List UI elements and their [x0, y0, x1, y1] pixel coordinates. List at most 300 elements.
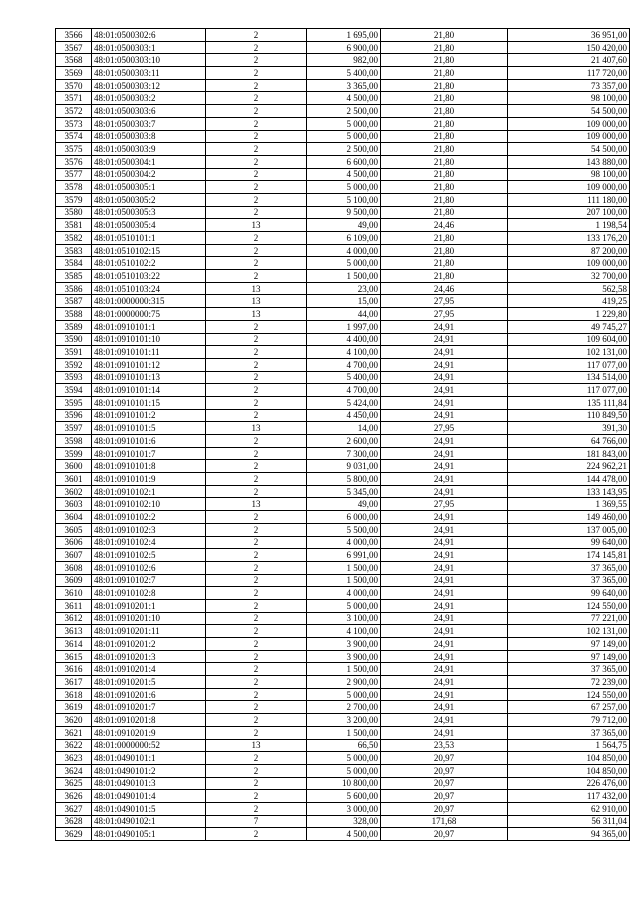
- table-row: [56, 270, 630, 283]
- category-code-cell: 2: [206, 701, 307, 714]
- category-code-cell: 2: [206, 638, 307, 651]
- row-number-cell: 3604: [56, 511, 92, 524]
- row-number-cell: 3567: [56, 41, 92, 54]
- cadastral-value-cell: 174 145,81: [508, 549, 630, 562]
- specific-value-cell: 21,80: [381, 67, 508, 80]
- cadastral-number-cell: 48:01:0500304:1: [92, 155, 206, 168]
- category-code-cell: 2: [206, 155, 307, 168]
- cadastral-value-cell: 54 500,00: [508, 105, 630, 118]
- category-code-cell: 2: [206, 752, 307, 765]
- row-number-cell: 3572: [56, 105, 92, 118]
- specific-value-cell: 20,97: [381, 777, 508, 790]
- category-code-cell: 13: [206, 422, 307, 435]
- cadastral-number-cell: 48:01:0910101:9: [92, 473, 206, 486]
- row-number-cell: 3578: [56, 181, 92, 194]
- category-code-cell: 2: [206, 790, 307, 803]
- table-row: [56, 739, 630, 752]
- area-value-cell: 4 100,00: [307, 625, 381, 638]
- specific-value-cell: 20,97: [381, 828, 508, 841]
- cadastral-value-cell: 1 369,55: [508, 498, 630, 511]
- cadastral-number-cell: 48:01:0910101:6: [92, 435, 206, 448]
- row-number-cell: 3624: [56, 764, 92, 777]
- cadastral-number-cell: 48:01:0500303:11: [92, 67, 206, 80]
- table-row: [56, 117, 630, 130]
- category-code-cell: 2: [206, 384, 307, 397]
- cadastral-number-cell: 48:01:0490101:4: [92, 790, 206, 803]
- table-row: [56, 523, 630, 536]
- table-row: [56, 219, 630, 232]
- area-value-cell: 4 500,00: [307, 168, 381, 181]
- specific-value-cell: 21,80: [381, 232, 508, 245]
- cadastral-value-cell: 62 910,00: [508, 802, 630, 815]
- specific-value-cell: 171,68: [381, 815, 508, 828]
- row-number-cell: 3595: [56, 396, 92, 409]
- specific-value-cell: 24,46: [381, 219, 508, 232]
- area-value-cell: 5 000,00: [307, 599, 381, 612]
- specific-value-cell: 20,97: [381, 802, 508, 815]
- table-row: [56, 130, 630, 143]
- area-value-cell: 328,00: [307, 815, 381, 828]
- cadastral-value-cell: 37 365,00: [508, 663, 630, 676]
- cadastral-value-cell: 124 550,00: [508, 688, 630, 701]
- specific-value-cell: 27,95: [381, 422, 508, 435]
- cadastral-number-cell: 48:01:0910102:3: [92, 523, 206, 536]
- table-row: [56, 587, 630, 600]
- row-number-cell: 3573: [56, 117, 92, 130]
- cadastral-value-cell: 1 229,80: [508, 308, 630, 321]
- cadastral-number-cell: 48:01:0910201:6: [92, 688, 206, 701]
- cadastral-number-cell: 48:01:0000000:315: [92, 295, 206, 308]
- table-row: [56, 168, 630, 181]
- table-row: [56, 549, 630, 562]
- cadastral-number-cell: 48:01:0910101:8: [92, 460, 206, 473]
- area-value-cell: 3 100,00: [307, 612, 381, 625]
- row-number-cell: 3629: [56, 828, 92, 841]
- cadastral-number-cell: 48:01:0910102:4: [92, 536, 206, 549]
- area-value-cell: 4 700,00: [307, 384, 381, 397]
- row-number-cell: 3610: [56, 587, 92, 600]
- table-row: [56, 384, 630, 397]
- category-code-cell: 2: [206, 79, 307, 92]
- cadastral-value-cell: 1 564,75: [508, 739, 630, 752]
- area-value-cell: 9 031,00: [307, 460, 381, 473]
- category-code-cell: 2: [206, 29, 307, 42]
- specific-value-cell: 21,80: [381, 105, 508, 118]
- cadastral-value-cell: 226 476,00: [508, 777, 630, 790]
- cadastral-number-cell: 48:01:0910101:11: [92, 346, 206, 359]
- cadastral-number-cell: 48:01:0510102:2: [92, 257, 206, 270]
- cadastral-number-cell: 48:01:0910102:2: [92, 511, 206, 524]
- category-code-cell: 2: [206, 117, 307, 130]
- row-number-cell: 3603: [56, 498, 92, 511]
- category-code-cell: 2: [206, 485, 307, 498]
- cadastral-value-cell: 419,25: [508, 295, 630, 308]
- cadastral-number-cell: 48:01:0910102:7: [92, 574, 206, 587]
- table-row: [56, 828, 630, 841]
- table-row: [56, 143, 630, 156]
- cadastral-number-cell: 48:01:0910101:7: [92, 447, 206, 460]
- row-number-cell: 3598: [56, 435, 92, 448]
- specific-value-cell: 21,80: [381, 143, 508, 156]
- specific-value-cell: 24,91: [381, 473, 508, 486]
- cadastral-number-cell: 48:01:0000000:75: [92, 308, 206, 321]
- category-code-cell: 2: [206, 130, 307, 143]
- table-row: [56, 29, 630, 42]
- category-code-cell: 2: [206, 714, 307, 727]
- row-number-cell: 3616: [56, 663, 92, 676]
- specific-value-cell: 24,91: [381, 358, 508, 371]
- specific-value-cell: 24,91: [381, 435, 508, 448]
- cadastral-number-cell: 48:01:0910102:8: [92, 587, 206, 600]
- row-number-cell: 3620: [56, 714, 92, 727]
- specific-value-cell: 24,91: [381, 561, 508, 574]
- cadastral-number-cell: 48:01:0910102:1: [92, 485, 206, 498]
- table-row: [56, 790, 630, 803]
- table-row: [56, 206, 630, 219]
- category-code-cell: 2: [206, 257, 307, 270]
- cadastral-number-cell: 48:01:0910101:13: [92, 371, 206, 384]
- row-number-cell: 3590: [56, 333, 92, 346]
- area-value-cell: 5 400,00: [307, 371, 381, 384]
- category-code-cell: 2: [206, 777, 307, 790]
- area-value-cell: 1 500,00: [307, 663, 381, 676]
- specific-value-cell: 24,91: [381, 346, 508, 359]
- row-number-cell: 3597: [56, 422, 92, 435]
- cadastral-number-cell: 48:01:0910201:11: [92, 625, 206, 638]
- specific-value-cell: 24,91: [381, 511, 508, 524]
- specific-value-cell: 21,80: [381, 244, 508, 257]
- cadastral-number-cell: 48:01:0910201:5: [92, 676, 206, 689]
- area-value-cell: 1 500,00: [307, 270, 381, 283]
- specific-value-cell: 24,91: [381, 371, 508, 384]
- category-code-cell: 2: [206, 371, 307, 384]
- cadastral-number-cell: 48:01:0510102:15: [92, 244, 206, 257]
- table-row: [56, 320, 630, 333]
- specific-value-cell: 24,91: [381, 650, 508, 663]
- specific-value-cell: 24,91: [381, 460, 508, 473]
- category-code-cell: 2: [206, 663, 307, 676]
- cadastral-value-cell: 110 849,50: [508, 409, 630, 422]
- category-code-cell: 13: [206, 282, 307, 295]
- cadastral-number-cell: 48:01:0910101:10: [92, 333, 206, 346]
- category-code-cell: 2: [206, 181, 307, 194]
- area-value-cell: 5 000,00: [307, 181, 381, 194]
- row-number-cell: 3599: [56, 447, 92, 460]
- cadastral-value-cell: 109 000,00: [508, 130, 630, 143]
- cadastral-value-cell: 181 843,00: [508, 447, 630, 460]
- area-value-cell: 5 000,00: [307, 764, 381, 777]
- area-value-cell: 1 500,00: [307, 574, 381, 587]
- table-row: [56, 193, 630, 206]
- table-row: [56, 346, 630, 359]
- table-row: [56, 295, 630, 308]
- category-code-cell: 2: [206, 92, 307, 105]
- cadastral-value-cell: 104 850,00: [508, 752, 630, 765]
- category-code-cell: 2: [206, 828, 307, 841]
- area-value-cell: 4 450,00: [307, 409, 381, 422]
- row-number-cell: 3579: [56, 193, 92, 206]
- specific-value-cell: 21,80: [381, 54, 508, 67]
- specific-value-cell: 24,91: [381, 726, 508, 739]
- cadastral-value-cell: 124 550,00: [508, 599, 630, 612]
- row-number-cell: 3622: [56, 739, 92, 752]
- table-row: [56, 625, 630, 638]
- cadastral-number-cell: 48:01:0910102:10: [92, 498, 206, 511]
- area-value-cell: 3 000,00: [307, 802, 381, 815]
- row-number-cell: 3626: [56, 790, 92, 803]
- cadastral-number-cell: 48:01:0500305:2: [92, 193, 206, 206]
- cadastral-number-cell: 48:01:0910101:1: [92, 320, 206, 333]
- category-code-cell: 2: [206, 396, 307, 409]
- area-value-cell: 1 500,00: [307, 561, 381, 574]
- specific-value-cell: 24,91: [381, 523, 508, 536]
- area-value-cell: 5 800,00: [307, 473, 381, 486]
- area-value-cell: 4 700,00: [307, 358, 381, 371]
- cadastral-number-cell: 48:01:0500303:7: [92, 117, 206, 130]
- area-value-cell: 3 900,00: [307, 650, 381, 663]
- category-code-cell: 2: [206, 574, 307, 587]
- table-row: [56, 447, 630, 460]
- cadastral-number-cell: 48:01:0910201:8: [92, 714, 206, 727]
- area-value-cell: 49,00: [307, 219, 381, 232]
- category-code-cell: 2: [206, 232, 307, 245]
- cadastral-number-cell: 48:01:0910201:2: [92, 638, 206, 651]
- row-number-cell: 3570: [56, 79, 92, 92]
- cadastral-number-cell: 48:01:0500303:1: [92, 41, 206, 54]
- row-number-cell: 3586: [56, 282, 92, 295]
- cadastral-value-cell: 117 432,00: [508, 790, 630, 803]
- category-code-cell: 13: [206, 498, 307, 511]
- specific-value-cell: 24,91: [381, 688, 508, 701]
- cadastral-value-cell: 104 850,00: [508, 764, 630, 777]
- cadastral-number-cell: 48:01:0490102:1: [92, 815, 206, 828]
- area-value-cell: 4 000,00: [307, 536, 381, 549]
- category-code-cell: 7: [206, 815, 307, 828]
- row-number-cell: 3583: [56, 244, 92, 257]
- cadastral-number-cell: 48:01:0500303:9: [92, 143, 206, 156]
- row-number-cell: 3569: [56, 67, 92, 80]
- row-number-cell: 3589: [56, 320, 92, 333]
- table-row: [56, 764, 630, 777]
- cadastral-value-cell: 391,30: [508, 422, 630, 435]
- specific-value-cell: 24,91: [381, 663, 508, 676]
- specific-value-cell: 21,80: [381, 29, 508, 42]
- cadastral-value-cell: 135 111,84: [508, 396, 630, 409]
- area-value-cell: 1 997,00: [307, 320, 381, 333]
- specific-value-cell: 27,95: [381, 498, 508, 511]
- area-value-cell: 2 600,00: [307, 435, 381, 448]
- specific-value-cell: 24,91: [381, 714, 508, 727]
- cadastral-number-cell: 48:01:0500303:8: [92, 130, 206, 143]
- table-row: [56, 232, 630, 245]
- specific-value-cell: 24,91: [381, 384, 508, 397]
- cadastral-number-cell: 48:01:0910201:7: [92, 701, 206, 714]
- cadastral-value-cell: 94 365,00: [508, 828, 630, 841]
- row-number-cell: 3611: [56, 599, 92, 612]
- area-value-cell: 6 109,00: [307, 232, 381, 245]
- category-code-cell: 2: [206, 599, 307, 612]
- table-row: [56, 422, 630, 435]
- cadastral-number-cell: 48:01:0490101:1: [92, 752, 206, 765]
- specific-value-cell: 24,91: [381, 676, 508, 689]
- table-row: [56, 308, 630, 321]
- specific-value-cell: 21,80: [381, 130, 508, 143]
- specific-value-cell: 24,91: [381, 396, 508, 409]
- table-row: [56, 663, 630, 676]
- table-row: [56, 650, 630, 663]
- table-row: [56, 473, 630, 486]
- table-row: [56, 358, 630, 371]
- table-row: [56, 435, 630, 448]
- row-number-cell: 3605: [56, 523, 92, 536]
- cadastral-number-cell: 48:01:0910102:6: [92, 561, 206, 574]
- category-code-cell: 2: [206, 536, 307, 549]
- cadastral-value-cell: 67 257,00: [508, 701, 630, 714]
- area-value-cell: 4 500,00: [307, 828, 381, 841]
- row-number-cell: 3566: [56, 29, 92, 42]
- cadastral-value-cell: 64 766,00: [508, 435, 630, 448]
- specific-value-cell: 24,91: [381, 612, 508, 625]
- table-row: [56, 688, 630, 701]
- category-code-cell: 13: [206, 739, 307, 752]
- cadastral-number-cell: 48:01:0500305:1: [92, 181, 206, 194]
- cadastral-number-cell: 48:01:0910101:14: [92, 384, 206, 397]
- category-code-cell: 2: [206, 460, 307, 473]
- area-value-cell: 1 500,00: [307, 726, 381, 739]
- cadastral-value-cell: 117 720,00: [508, 67, 630, 80]
- cadastral-value-cell: 99 640,00: [508, 536, 630, 549]
- cadastral-value-cell: 54 500,00: [508, 143, 630, 156]
- table-row: [56, 676, 630, 689]
- category-code-cell: 2: [206, 168, 307, 181]
- area-value-cell: 4 100,00: [307, 346, 381, 359]
- table-row: [56, 79, 630, 92]
- cadastral-value-cell: 224 962,21: [508, 460, 630, 473]
- area-value-cell: 3 900,00: [307, 638, 381, 651]
- table-row: [56, 41, 630, 54]
- category-code-cell: 2: [206, 625, 307, 638]
- row-number-cell: 3617: [56, 676, 92, 689]
- cadastral-number-cell: 48:01:0910101:15: [92, 396, 206, 409]
- area-value-cell: 4 500,00: [307, 92, 381, 105]
- row-number-cell: 3580: [56, 206, 92, 219]
- category-code-cell: 2: [206, 41, 307, 54]
- specific-value-cell: 21,80: [381, 193, 508, 206]
- cadastral-value-table: [55, 28, 630, 841]
- category-code-cell: 2: [206, 726, 307, 739]
- specific-value-cell: 24,46: [381, 282, 508, 295]
- table-row: [56, 612, 630, 625]
- area-value-cell: 7 300,00: [307, 447, 381, 460]
- cadastral-value-cell: 143 880,00: [508, 155, 630, 168]
- cadastral-value-cell: 97 149,00: [508, 638, 630, 651]
- specific-value-cell: 21,80: [381, 257, 508, 270]
- cadastral-value-cell: 1 198,54: [508, 219, 630, 232]
- table-row: [56, 638, 630, 651]
- row-number-cell: 3593: [56, 371, 92, 384]
- cadastral-number-cell: 48:01:0000000:52: [92, 739, 206, 752]
- table-body: [56, 29, 630, 841]
- cadastral-value-cell: 99 640,00: [508, 587, 630, 600]
- area-value-cell: 2 700,00: [307, 701, 381, 714]
- specific-value-cell: 21,80: [381, 155, 508, 168]
- specific-value-cell: 23,53: [381, 739, 508, 752]
- cadastral-value-cell: 72 239,00: [508, 676, 630, 689]
- category-code-cell: 2: [206, 270, 307, 283]
- row-number-cell: 3612: [56, 612, 92, 625]
- specific-value-cell: 24,91: [381, 701, 508, 714]
- table-row: [56, 181, 630, 194]
- area-value-cell: 14,00: [307, 422, 381, 435]
- row-number-cell: 3581: [56, 219, 92, 232]
- area-value-cell: 4 000,00: [307, 587, 381, 600]
- cadastral-value-cell: 36 951,00: [508, 29, 630, 42]
- row-number-cell: 3600: [56, 460, 92, 473]
- area-value-cell: 5 000,00: [307, 130, 381, 143]
- area-value-cell: 5 500,00: [307, 523, 381, 536]
- row-number-cell: 3568: [56, 54, 92, 67]
- row-number-cell: 3576: [56, 155, 92, 168]
- table-row: [56, 105, 630, 118]
- row-number-cell: 3585: [56, 270, 92, 283]
- row-number-cell: 3625: [56, 777, 92, 790]
- cadastral-value-cell: 87 200,00: [508, 244, 630, 257]
- area-value-cell: 6 900,00: [307, 41, 381, 54]
- table-row: [56, 777, 630, 790]
- table-row: [56, 815, 630, 828]
- area-value-cell: 2 900,00: [307, 676, 381, 689]
- area-value-cell: 4 400,00: [307, 333, 381, 346]
- row-number-cell: 3627: [56, 802, 92, 815]
- row-number-cell: 3623: [56, 752, 92, 765]
- cadastral-value-cell: 133 176,20: [508, 232, 630, 245]
- category-code-cell: 2: [206, 358, 307, 371]
- area-value-cell: 5 000,00: [307, 752, 381, 765]
- row-number-cell: 3607: [56, 549, 92, 562]
- cadastral-value-cell: 37 365,00: [508, 561, 630, 574]
- row-number-cell: 3609: [56, 574, 92, 587]
- category-code-cell: 2: [206, 676, 307, 689]
- cadastral-number-cell: 48:01:0500304:2: [92, 168, 206, 181]
- area-value-cell: 1 695,00: [307, 29, 381, 42]
- table-row: [56, 561, 630, 574]
- area-value-cell: 2 500,00: [307, 143, 381, 156]
- category-code-cell: 2: [206, 688, 307, 701]
- table-row: [56, 802, 630, 815]
- row-number-cell: 3575: [56, 143, 92, 156]
- row-number-cell: 3584: [56, 257, 92, 270]
- row-number-cell: 3619: [56, 701, 92, 714]
- specific-value-cell: 24,91: [381, 447, 508, 460]
- cadastral-number-cell: 48:01:0500303:2: [92, 92, 206, 105]
- cadastral-number-cell: 48:01:0910102:5: [92, 549, 206, 562]
- row-number-cell: 3628: [56, 815, 92, 828]
- category-code-cell: 2: [206, 549, 307, 562]
- table-row: [56, 371, 630, 384]
- row-number-cell: 3591: [56, 346, 92, 359]
- area-value-cell: 23,00: [307, 282, 381, 295]
- cadastral-value-cell: 137 005,00: [508, 523, 630, 536]
- cadastral-value-cell: 37 365,00: [508, 726, 630, 739]
- cadastral-value-cell: 79 712,00: [508, 714, 630, 727]
- specific-value-cell: 21,80: [381, 206, 508, 219]
- cadastral-value-cell: 109 604,00: [508, 333, 630, 346]
- cadastral-number-cell: 48:01:0510103:24: [92, 282, 206, 295]
- category-code-cell: 2: [206, 193, 307, 206]
- specific-value-cell: 24,91: [381, 625, 508, 638]
- category-code-cell: 13: [206, 308, 307, 321]
- table-row: [56, 701, 630, 714]
